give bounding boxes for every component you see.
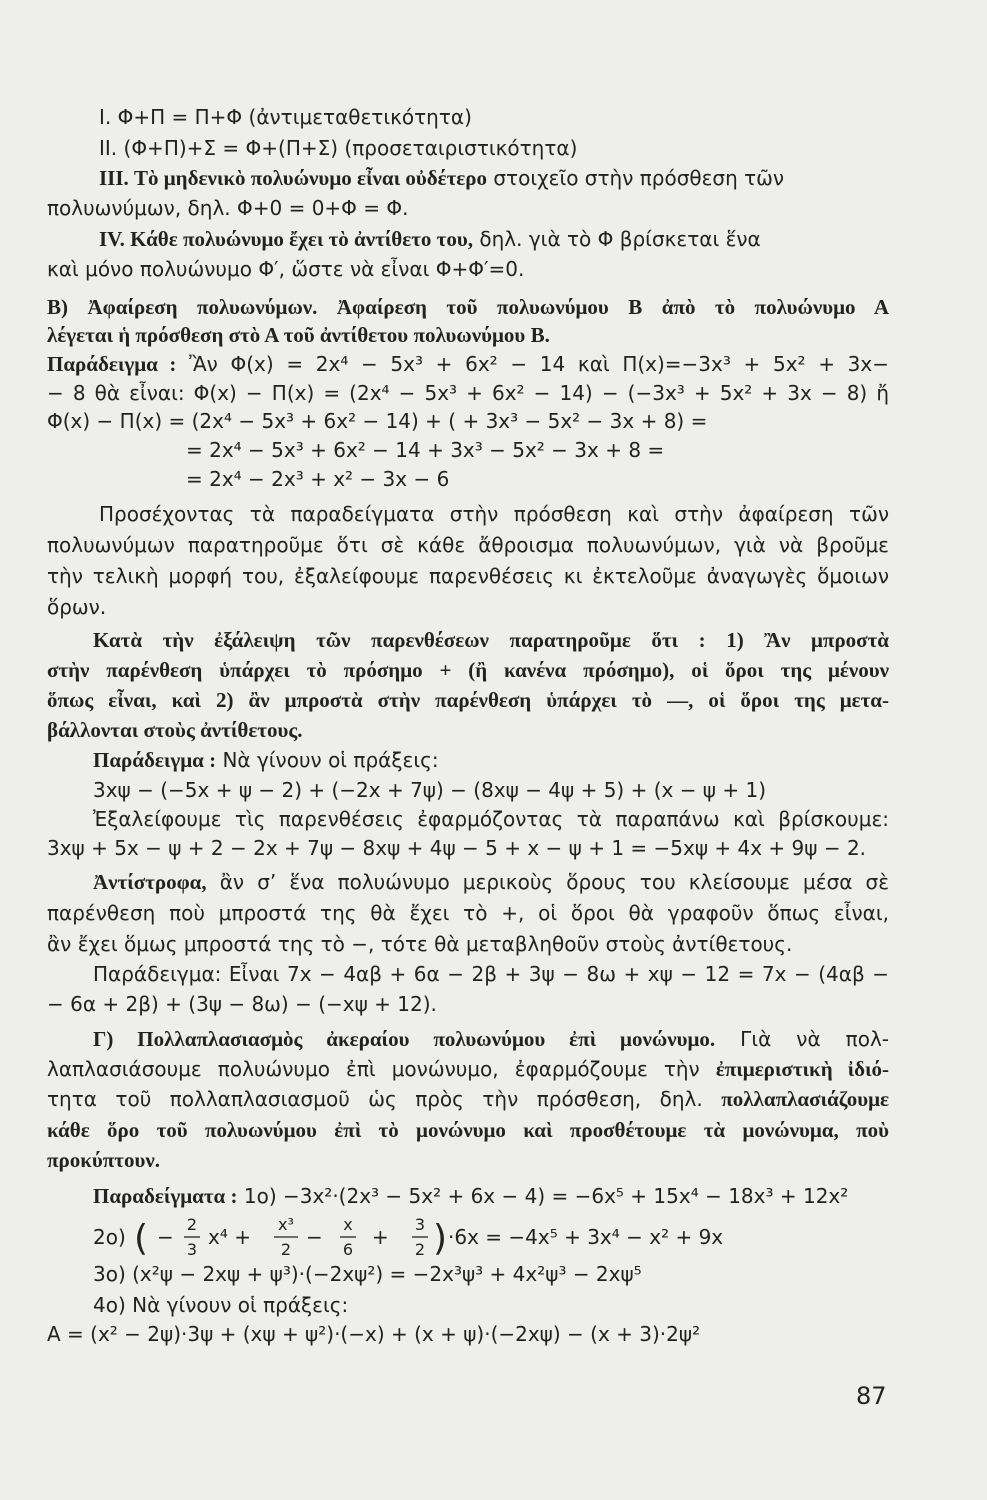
paragraph-observation-line4: ὅρων. xyxy=(47,595,107,619)
term-x4: x⁴ + xyxy=(208,1225,251,1249)
example-operations-text: Νὰ γίνουν οἱ πράξεις: xyxy=(222,748,439,772)
example-label: Παράδειγμα : xyxy=(47,352,177,376)
rule-parentheses-line1: Κατὰ τὴν ἐξάλειψη τῶν παρενθέσεων παρατηροῦμε ὅτι : 1) Ἂν μπροστὰ xyxy=(93,628,889,652)
example-2-rest: ·6x = −4x⁵ + 3x⁴ − x² + 9x xyxy=(448,1225,724,1249)
property-associativity: II. (Φ+Π)+Σ = Φ+(Π+Σ) (προσεταιριστικότητα) xyxy=(99,136,578,160)
fraction-1-denominator: 3 xyxy=(186,1240,198,1259)
example-operations-expression: 3xψ − (−5x + ψ − 2) + (−2x + 7ψ) − (8xψ − 4ψ + 5) + (x − ψ + 1) xyxy=(93,778,766,802)
example-operations-label: Παράδειγμα : xyxy=(93,748,217,772)
example-grouping-line2: − 6α + 2β) + (3ψ − 8ω) − (−xψ + 12). xyxy=(47,992,437,1016)
example-operations-result: 3xψ + 5x − ψ + 2 − 2x + 7ψ − 8xψ + 4ψ − 5 + x − ψ + 1 = −5xψ + 4x + 9ψ − 2. xyxy=(47,836,867,860)
property-neutral-element-bold: III. Τὸ μηδενικὸ πολυώνυμο εἶναι οὐδέτερο xyxy=(99,166,487,190)
fraction-4-denominator: 2 xyxy=(414,1240,426,1259)
example-grouping-line1: Παράδειγμα: Εἶναι 7x − 4αβ + 6α − 2β + 3ψ − 8ω + xψ − 12 = 7x − (4αβ − xyxy=(93,962,889,986)
fraction-2-denominator: 2 xyxy=(280,1240,292,1259)
example-4-expression: Α = (x² − 2ψ)·3ψ + (xψ + ψ²)·(−x) + (x + ψ)·(−2xψ) − (x + 3)·2ψ² xyxy=(47,1322,701,1346)
paragraph-observation-line1: Προσέχοντας τὰ παραδείγματα στὴν πρόσθεση καὶ στὴν ἀφαίρεση τῶν xyxy=(99,502,889,526)
example-subtraction-line3: Φ(x) − Π(x) = (2x⁴ − 5x³ + 6x² − 14) + ( + 3x³ − 5x² − 3x + 8) = xyxy=(47,409,708,433)
example-operations-explanation: Ἐξαλείφουμε τὶς παρενθέσεις ἐφαρμόζοντας τὰ παραπάνω καὶ βρίσκουμε: xyxy=(93,807,889,831)
fraction-4-numerator: 3 xyxy=(414,1215,426,1234)
section-b-heading: Β) Ἀφαίρεση πολυωνύμων. Ἀφαίρεση τοῦ πολυωνύμου Β ἀπὸ τὸ πολυώνυμο Α xyxy=(47,295,889,319)
property-neutral-element-line2: πολυωνύμων, δηλ. Φ+0 = 0+Φ = Φ. xyxy=(47,196,409,220)
property-neutral-element-line1 xyxy=(99,166,784,190)
property-commutativity: I. Φ+Π = Π+Φ (ἀντιμεταθετικότητα) xyxy=(99,105,472,129)
section-c-line2 xyxy=(47,1057,889,1081)
example-2-label: 2ο) xyxy=(93,1225,126,1249)
section-c-line3-text: τητα τοῦ πολλαπλασιασμοῦ ὡς πρὸς τὴν πρόσθεση, δηλ. xyxy=(47,1087,703,1111)
rule-parentheses-line3: ὅπως εἶναι, καὶ 2) ἂν μπροστὰ στὴν παρένθεση ὑπάρχει τὸ —, οἱ ὅροι της μετα- xyxy=(47,688,889,712)
section-c-line2-bold: ἐπιμεριστικὴ ἰδιό- xyxy=(715,1057,890,1081)
example-2-expression xyxy=(90,1208,770,1268)
property-opposite-line2: καὶ μόνο πολυώνυμο Φ′, ὥστε νὰ εἶναι Φ+Φ′=0. xyxy=(47,257,525,281)
section-c-line5: προκύπτουν. xyxy=(47,1148,161,1172)
section-c-heading-line xyxy=(93,1027,889,1051)
paragraph-observation-line3: τὴν τελικὴ μορφή του, ἐξαλείφουμε παρενθέσεις κι ἐκτελοῦμε ἀναγωγὲς ὅμοιων xyxy=(47,564,889,588)
rule-parentheses-line4: βάλλονται στοὺς ἀντίθετους. xyxy=(47,718,303,742)
operator-minus: − xyxy=(306,1225,323,1249)
example-subtraction-result: = 2x⁴ − 2x³ + x² − 3x − 6 xyxy=(186,467,450,491)
example-operations-intro xyxy=(93,748,439,772)
section-c-text: Γιὰ νὰ πολ- xyxy=(740,1027,889,1051)
section-c-line2-text: λαπλασιάσουμε πολυώνυμο ἐπὶ μονώνυμο, ἐφαρμόζουμε τὴν xyxy=(47,1057,700,1081)
conversely-bold: Ἀντίστροφα, xyxy=(93,870,207,894)
section-c-line3-bold: πολλαπλασιάζουμε xyxy=(721,1087,890,1111)
property-opposite-line1 xyxy=(99,227,761,251)
paren-open: ( xyxy=(134,1218,149,1259)
examples-multiplication-1 xyxy=(93,1184,848,1208)
fraction-3-denominator: 6 xyxy=(342,1240,354,1259)
example-subtraction-line1 xyxy=(47,352,889,376)
fraction-1-numerator: 2 xyxy=(186,1215,198,1234)
minus-sign: − xyxy=(157,1225,174,1249)
example-1-expression: 1ο) −3x²·(2x³ − 5x² + 6x − 4) = −6x⁵ + 15x⁴ − 18x³ + 12x² xyxy=(243,1184,849,1208)
examples-label: Παραδείγματα : xyxy=(93,1184,238,1208)
paragraph-conversely-line2: παρένθεση ποὺ μπροστά της θὰ ἔχει τὸ +, οἱ ὅροι θὰ γραφοῦν ὅπως εἶναι, xyxy=(47,901,889,925)
operator-plus: + xyxy=(372,1225,389,1249)
section-c-line3 xyxy=(47,1087,889,1111)
paren-close: ) xyxy=(433,1218,448,1259)
fraction-3-numerator: x xyxy=(343,1215,353,1234)
fraction-2-numerator: x³ xyxy=(278,1215,294,1234)
section-b-definition: λέγεται ἡ πρόσθεση στὸ Α τοῦ ἀντίθετου πολυωνύμου Β. xyxy=(47,323,550,347)
conversely-text: ἂν σ’ ἕνα πολυώνυμο μερικοὺς ὅρους του κλείσουμε μέσα σὲ xyxy=(219,870,890,894)
property-opposite-rest: δηλ. γιὰ τὸ Φ βρίσκεται ἕνα xyxy=(479,227,761,251)
paragraph-conversely-line3: ἂν ἔχει ὅμως μπροστά της τὸ −, τότε θὰ μεταβληθοῦν στοὺς ἀντίθετους. xyxy=(47,932,793,956)
page-number: 87 xyxy=(856,1382,887,1410)
rule-parentheses-line2: στὴν παρένθεση ὑπάρχει τὸ πρόσημο + (ἢ κανένα πρόσημο), οἱ ὅροι της μένουν xyxy=(47,658,889,682)
section-c-heading: Γ) Πολλαπλασιασμὸς ἀκεραίου πολυωνύμου ἐπὶ μονώνυμο. xyxy=(93,1027,716,1051)
property-neutral-element-rest: στοιχεῖο στὴν πρόσθεση τῶν xyxy=(493,166,785,190)
example-subtraction-text: Ἂν Φ(x) = 2x⁴ − 5x³ + 6x² − 14 καὶ Π(x)=−3x³ + 5x² + 3x− xyxy=(189,352,889,376)
property-opposite-bold: IV. Κάθε πολυώνυμο ἔχει τὸ ἀντίθετο του, xyxy=(99,227,474,251)
section-c-line4: κάθε ὅρο τοῦ πολυωνύμου ἐπὶ τὸ μονώνυμο καὶ προσθέτουμε τὰ μονώνυμα, ποὺ xyxy=(47,1118,889,1142)
example-subtraction-line4: = 2x⁴ − 5x³ + 6x² − 14 + 3x³ − 5x² − 3x + 8 = xyxy=(186,438,665,462)
paragraph-observation-line2: πολυωνύμων παρατηροῦμε ὅτι σὲ κάθε ἄθροισμα πολυωνύμων, γιὰ νὰ βροῦμε xyxy=(47,533,889,557)
paragraph-conversely-line1 xyxy=(93,870,889,894)
example-4-intro: 4ο) Νὰ γίνουν οἱ πράξεις: xyxy=(93,1293,349,1317)
example-subtraction-line2: − 8 θὰ εἶναι: Φ(x) − Π(x) = (2x⁴ − 5x³ + 6x² − 14) − (−3x³ + 5x² + 3x − 8) ἤ xyxy=(47,381,889,405)
example-3-expression: 3ο) (x²ψ − 2xψ + ψ³)·(−2xψ²) = −2x³ψ³ + 4x²ψ³ − 2xψ⁵ xyxy=(93,1262,642,1286)
